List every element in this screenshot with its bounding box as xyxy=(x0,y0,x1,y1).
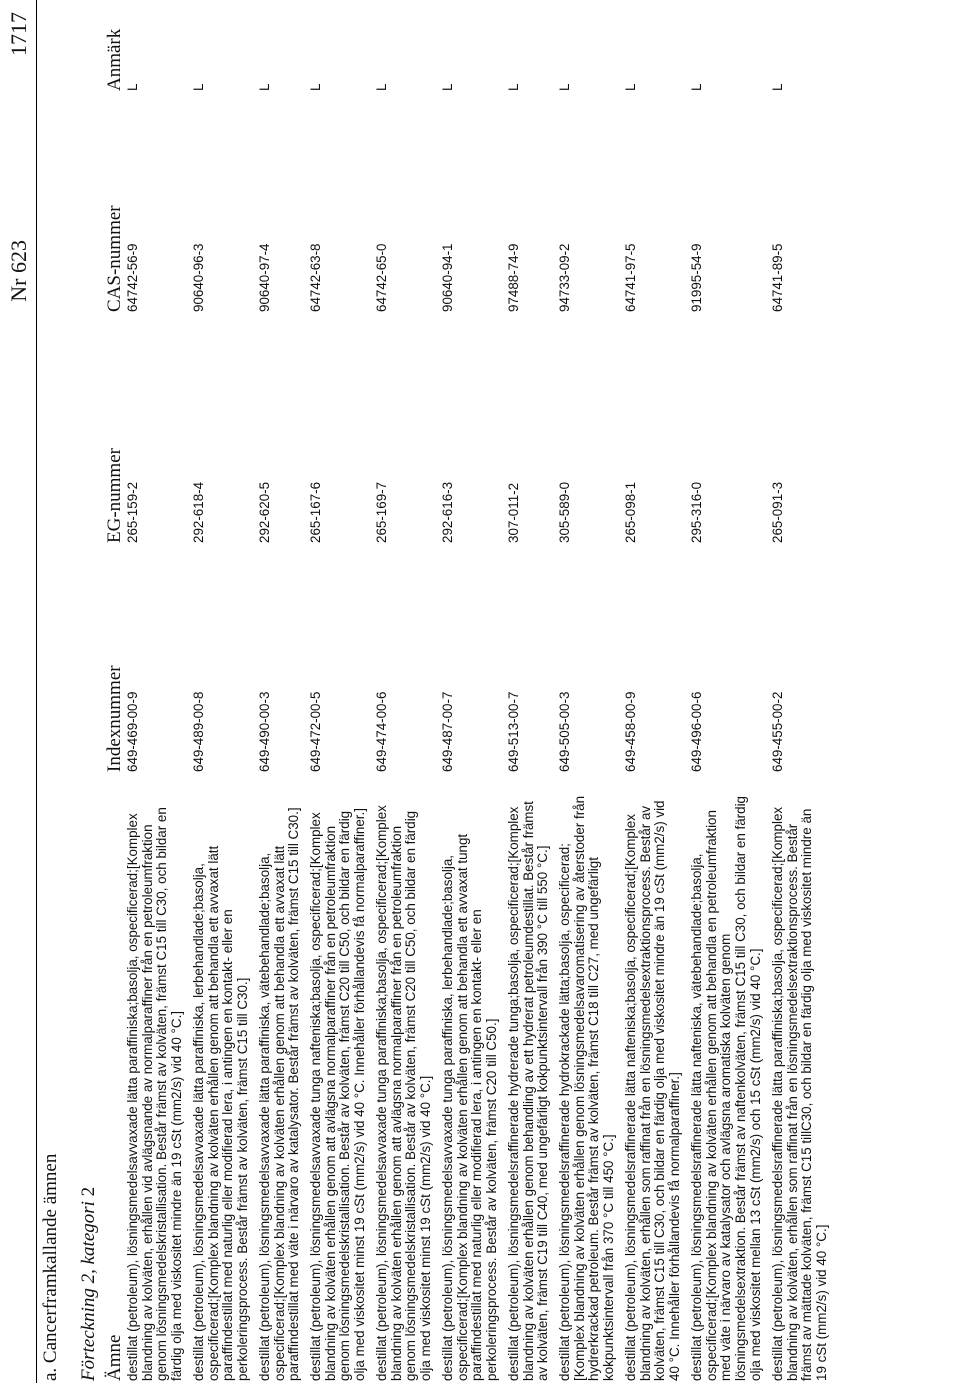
index-number: 649-513-00-7 xyxy=(506,691,521,772)
eg-number: 265-167-6 xyxy=(308,481,323,543)
subtitle-category: 2 xyxy=(78,1186,99,1202)
eg-number: 307-011-2 xyxy=(506,482,521,543)
substance-description: destillat (petroleum), lösningsmedelsraffinerade lätta nafteniska;basolja, ospecificerad;[Komplex blandning av kolväten, erhållen som raffinat från en lösningsmedelsextraktionsprocess. Består av kolväten, främst C15 till C30, och bildar en färdig olja med viskositet mindre än 19 cSt (mm2/s) vid 40 °C. Innehåller förhållandevis få normalparaffiner.] xyxy=(623,800,683,1381)
cas-number: 64741-89-5 xyxy=(770,243,785,312)
cas-number: 64741-97-5 xyxy=(623,243,638,312)
index-number: 649-489-00-8 xyxy=(191,691,206,772)
eg-number: 265-159-2 xyxy=(125,481,140,543)
subtitle xyxy=(78,1187,100,1381)
eg-number: 292-618-4 xyxy=(191,481,206,543)
page-number: 1717 xyxy=(6,12,31,56)
gazette-number: Nr 623 xyxy=(6,240,31,302)
index-number: 649-472-00-5 xyxy=(308,691,323,772)
substance-description: destillat (petroleum), lösningsmedelsavvaxade lätta paraffiniska, vätebehandlade;basolja, ospecificerad;[Komplex blandning av kolväten erhållen genom att behandla ett avvaxat lätt paraffindestillat med väte i närvaro av katalysator. Består främst av kolväten, främst C15 till C30.] xyxy=(257,807,302,1381)
subtitle-text: Förteckning 2, kategori xyxy=(78,1201,99,1381)
index-number: 649-496-00-6 xyxy=(689,691,704,772)
substance-description: destillat (petroleum), lösningsmedelsraffinerade lätta paraffiniska;basolja, ospecificerad;[Komplex blandning av kolväten, erhållen som raffinat från en lösningsmedelsextraktionsprocess. Består främst av mättade kolväten, främst C15 tillC30, och bildar en färdig olja med viskositet mindre än 19 cSt (mm2/s) vid 40 °C.] xyxy=(770,806,830,1381)
note: L xyxy=(506,83,521,91)
index-number: 649-505-00-3 xyxy=(557,691,572,772)
cas-number: 94733-09-2 xyxy=(557,243,572,312)
note: L xyxy=(257,83,272,91)
cas-number: 97488-74-9 xyxy=(506,243,521,312)
eg-number: 265-091-3 xyxy=(770,481,785,543)
cas-number: 64742-65-0 xyxy=(374,243,389,312)
index-number: 649-458-00-9 xyxy=(623,691,638,772)
eg-number: 265-169-7 xyxy=(374,481,389,543)
section-title: a. Cancerframkallande ämnen xyxy=(40,1153,61,1381)
substance-description: destillat (petroleum), lösningsmedelsavvaxade lätta paraffiniska;basolja, ospecificerad;[Komplex blandning av kolväten, erhållen vid avlägsnande av normalparaffiner från en petroleumfraktion genom lösningsmedelskristallisation. Består främst av kolväten, främst C15 till C30, och bildar en färdig olja med viskositet mindre än 19 cSt (mm2/s) vid 40 °C.] xyxy=(125,807,185,1381)
column-header-cas: CAS-nummer xyxy=(104,205,125,312)
column-header-eg: EG-nummer xyxy=(104,448,125,543)
index-number: 649-469-00-9 xyxy=(125,691,140,772)
index-number: 649-487-00-7 xyxy=(440,691,455,772)
note: L xyxy=(440,83,455,91)
index-number: 649-455-00-2 xyxy=(770,691,785,772)
eg-number: 292-616-3 xyxy=(440,481,455,543)
note: L xyxy=(770,83,785,91)
cas-number: 90640-94-1 xyxy=(440,243,455,312)
cas-number: 64742-56-9 xyxy=(125,243,140,312)
substance-description: destillat (petroleum), lösningsmedelsavvaxade lätta paraffiniska, lerbehandlade;basolja, ospecificerad;[Komplex blandning av kolväten erhållen genom att behandla ett avvaxat lätt paraffindestillat med naturlig eller modifierad lera, i antingen en kontakt- eller en perkoleringsprocess. Består främst av kolväten, främst C15 till C30.] xyxy=(191,845,251,1381)
index-number: 649-474-00-6 xyxy=(374,691,389,772)
substance-description: destillat (petroleum), lösningsmedelsraffinerade hydrokrackade lätta;basolja, ospecificerad;[Komplex blandning av kolväten erhållen genom lösningsmedelsavaromatisering av återstoder från hydrerkrackad petroleum. Består främst av kolväten, främst C18 till C27, med ungefärligt kokpunktsintervall från 370 °C till 450 °C.] xyxy=(557,795,617,1381)
note: L xyxy=(125,83,140,91)
note: L xyxy=(374,83,389,91)
note: L xyxy=(557,83,572,91)
column-header-substance: Ämne xyxy=(104,1334,125,1381)
note: L xyxy=(623,83,638,91)
substance-description: destillat (petroleum), lösningsmedelsraffinerade lätta nafteniska, vätebehandlade;basolja, ospecificerad;[Komplex blandning av kolväten erhållen genom att behandla en petroleumfraktion med väte i närvaro av katalysator och avlägsna aromatiska kolväten genom lösningsmedelsextraktion. Består främst av naftenkolväten, främst C15 till C30, och bildar en färdig olja med viskositet mellan 13 cSt (mm2/s) och 15 cSt (mm2/s) vid 40 °C.] xyxy=(689,795,763,1381)
substance-description: destillat (petroleum), lösningsmedelsavvaxade tunga paraffiniska;basolja, ospecificerad;[Komplex blandning av kolväten erhållen genom att avlägsna normalparaffiner från en petroleumfraktion genom lösningsmedelskristallisation. Består av kolväten, främst C20 till C50, och bildar en färdig olja med viskositet minst 19 cSt (mm2/s) vid 40 °C.] xyxy=(374,805,434,1381)
eg-number: 265-098-1 xyxy=(623,481,638,543)
cas-number: 91995-54-9 xyxy=(689,243,704,312)
note: L xyxy=(689,83,704,91)
column-header-index: Indexnummer xyxy=(104,665,125,772)
index-number: 649-490-00-3 xyxy=(257,691,272,772)
substance-description: destillat (petroleum), lösningsmedelsavvaxade tunga paraffiniska, lerbehandlade;basolja, ospecificerad;[Komplex blandning av kolväten erhållen genom att behandla ett avvaxat tungt paraffindestillat med naturlig eller modifierad lera, i antingen en kontakt- eller en perkoleringsprocess. Består av kolväten, främst C20 till C50.] xyxy=(440,833,500,1381)
substance-description: destillat (petroleum), lösningsmedelsraffinerade hydrerade tunga;basolja, ospecificerad;[Komplex blandning av kolväten erhållen genom behandling av ett hydrerat petroleumdestillat. Består främst av kolväten, främst C19 till C40, med ungefärligt kokpunktsintervall från 390 °C till 550 °C.] xyxy=(506,801,551,1381)
page-header xyxy=(0,0,37,1383)
note: L xyxy=(191,83,206,91)
cas-number: 90640-97-4 xyxy=(257,243,272,312)
cas-number: 64742-63-8 xyxy=(308,243,323,312)
eg-number: 295-316-0 xyxy=(689,481,704,543)
column-header-note: Anmärk xyxy=(104,28,125,91)
substance-description: destillat (petroleum), lösningsmedelsavvaxade tunga nafteniska;basolja, ospecificerad;[Komplex blandning av kolväten erhållen genom att avlägsna normalparaffiner från en petroleumfraktion genom lösningsmedelskristallisation. Består av kolväten, främst C20 till C50, och bildar en färdig olja med viskositet minst 19 cSt (mm2/s) vid 40 °C. Innehåller förhållandevis få normalparaffiner.] xyxy=(308,808,368,1381)
cas-number: 90640-96-3 xyxy=(191,243,206,312)
note: L xyxy=(308,83,323,91)
eg-number: 292-620-5 xyxy=(257,481,272,543)
eg-number: 305-589-0 xyxy=(557,481,572,543)
